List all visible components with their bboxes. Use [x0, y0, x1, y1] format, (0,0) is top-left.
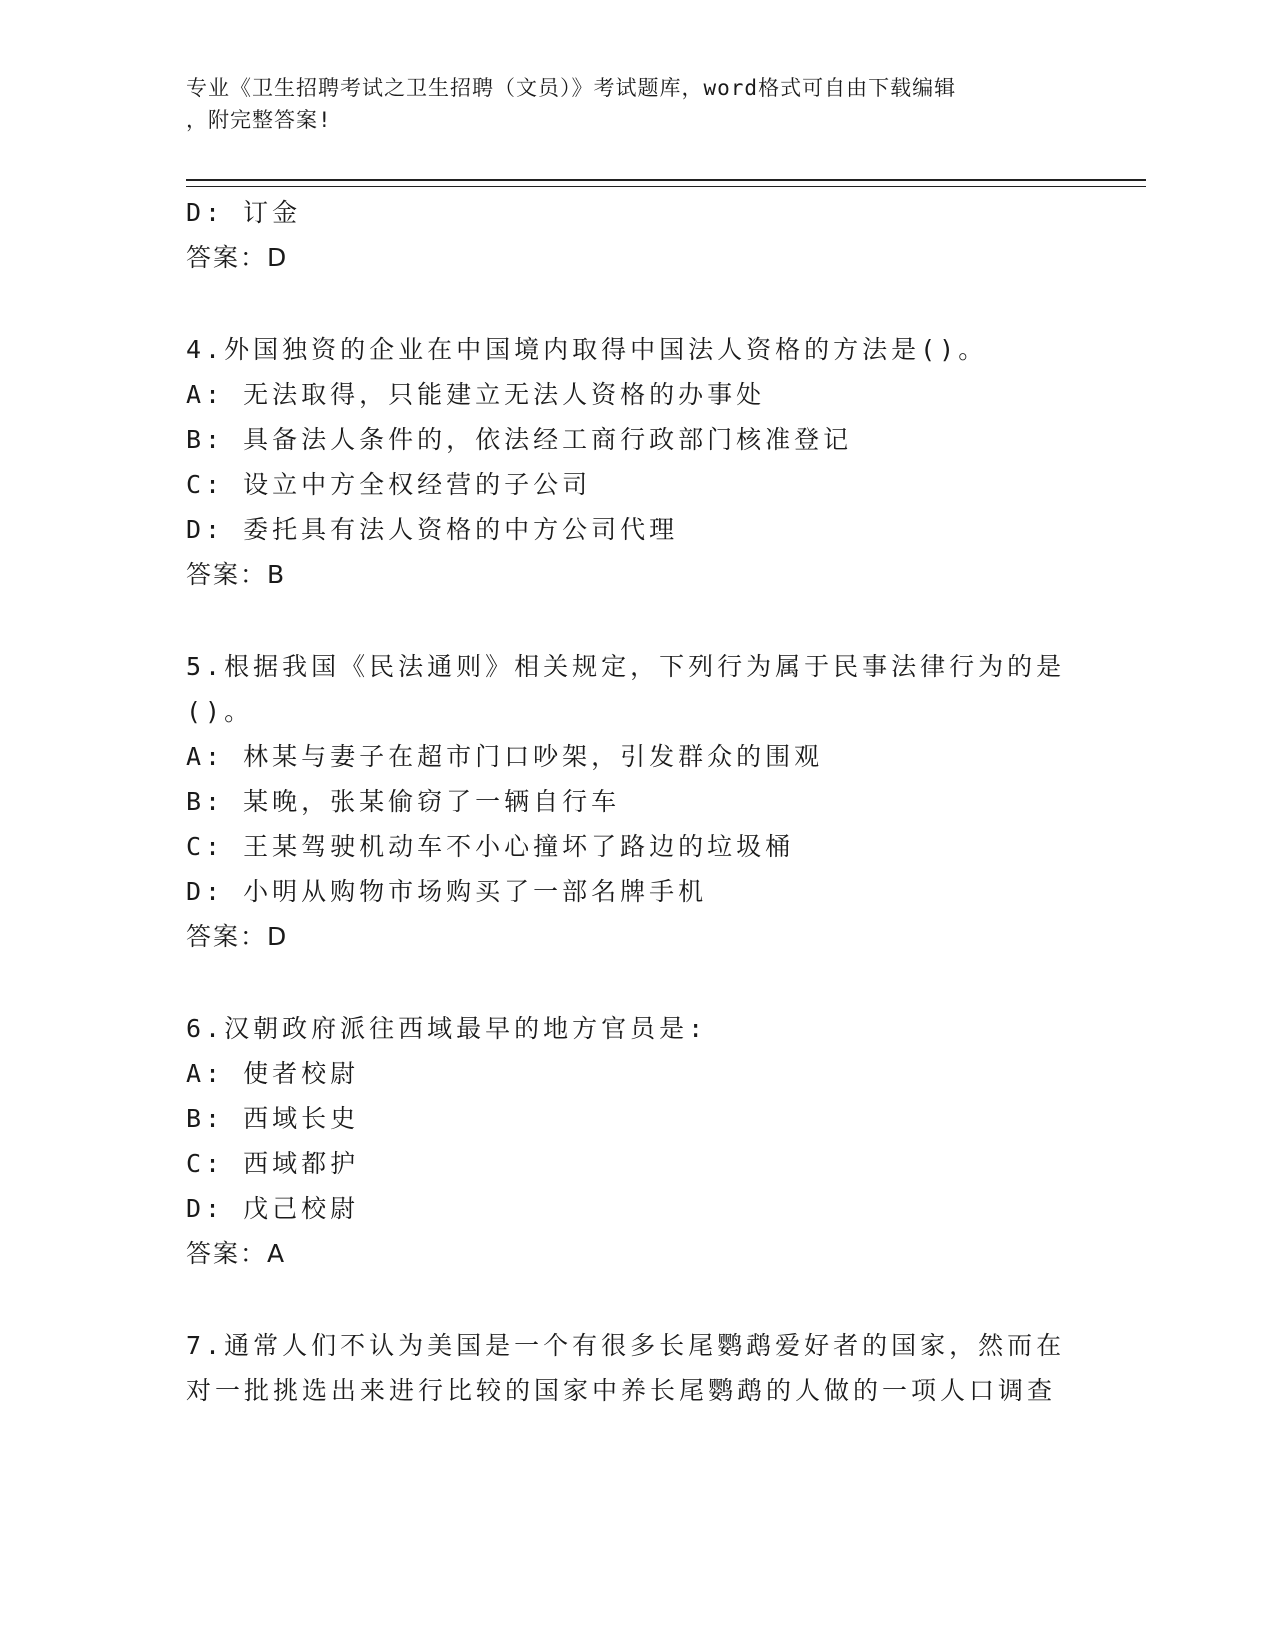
- question-5: [186, 644, 1066, 959]
- option-a: A: 林某与妻子在超市门口吵架，引发群众的围观: [186, 742, 824, 771]
- question-stem: 4.外国独资的企业在中国境内取得中国法人资格的方法是()。: [186, 335, 988, 364]
- question-7: [186, 1323, 1066, 1413]
- option-b: B: 西域长史: [186, 1104, 360, 1133]
- option-c: C: 西域都护: [186, 1149, 360, 1178]
- header-line-1: 专业《卫生招聘考试之卫生招聘（文员）》考试题库，word格式可自由下载编辑: [186, 76, 957, 100]
- question-3-tail: [186, 190, 1066, 280]
- option-b: B: 某晚，张某偷窃了一辆自行车: [186, 787, 621, 816]
- option-d: D: 订金: [186, 198, 302, 227]
- question-stem-line-1: 5.根据我国《民法通则》相关规定，下列行为属于民事法律行为的是: [186, 652, 1066, 681]
- option-d: D: 戊己校尉: [186, 1194, 360, 1223]
- header-line-2: ，附完整答案!: [186, 108, 332, 132]
- spacer: [186, 280, 1066, 327]
- question-stem: 6.汉朝政府派往西域最早的地方官员是:: [186, 1014, 708, 1043]
- option-a: A: 使者校尉: [186, 1059, 360, 1088]
- question-stem-line-2: 对一批挑选出来进行比较的国家中养长尾鹦鹉的人做的一项人口调查: [186, 1376, 1057, 1405]
- option-c: C: 王某驾驶机动车不小心撞坏了路边的垃圾桶: [186, 832, 795, 861]
- question-4: [186, 327, 1066, 597]
- header-rule-bottom: [186, 186, 1146, 187]
- question-6: [186, 1006, 1066, 1276]
- answer: 答案：B: [186, 560, 287, 589]
- question-stem-line-1: 7.通常人们不认为美国是一个有很多长尾鹦鹉爱好者的国家，然而在: [186, 1331, 1066, 1360]
- spacer: [186, 959, 1066, 1006]
- option-a: A: 无法取得，只能建立无法人资格的办事处: [186, 380, 766, 409]
- spacer: [186, 1276, 1066, 1323]
- option-c: C: 设立中方全权经营的子公司: [186, 470, 592, 499]
- answer: 答案：A: [186, 1239, 287, 1268]
- answer: 答案：D: [186, 243, 289, 272]
- spacer: [186, 597, 1066, 644]
- option-d: D: 委托具有法人资格的中方公司代理: [186, 515, 679, 544]
- option-b: B: 具备法人条件的，依法经工商行政部门核准登记: [186, 425, 853, 454]
- question-stem-line-2: ()。: [186, 697, 254, 726]
- header-rule-top: [186, 179, 1146, 181]
- document-header: [186, 72, 1066, 136]
- option-d: D: 小明从购物市场购买了一部名牌手机: [186, 877, 708, 906]
- answer: 答案：D: [186, 922, 289, 951]
- question-list: [186, 190, 1066, 1413]
